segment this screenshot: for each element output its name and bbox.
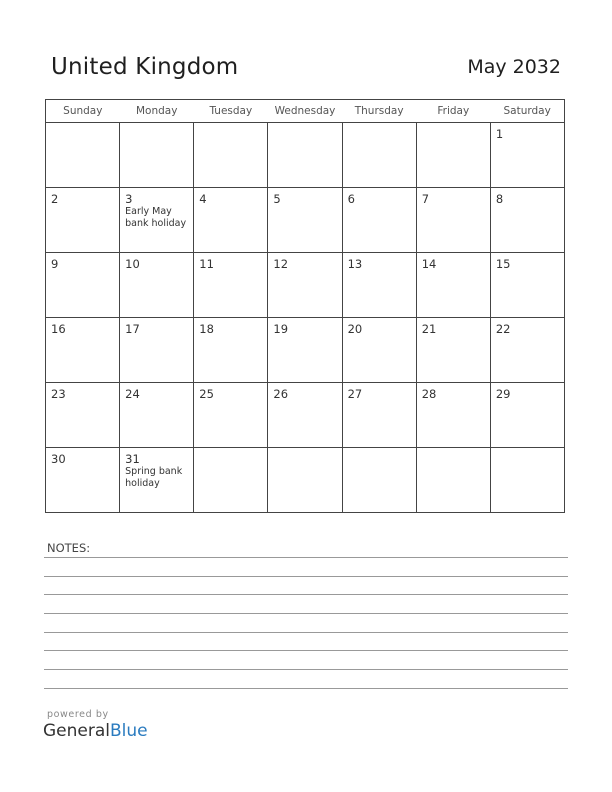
day-cell (342, 448, 416, 513)
weekday-header: Saturday (490, 100, 564, 123)
day-cell (342, 253, 416, 318)
day-cell (268, 253, 342, 318)
notes-line (44, 688, 568, 689)
day-cell (194, 383, 268, 448)
day-number: 11 (199, 257, 214, 271)
day-number: 30 (51, 452, 66, 466)
day-cell (46, 253, 120, 318)
day-cell (120, 318, 194, 383)
day-number: 26 (273, 387, 289, 401)
day-cell (120, 448, 194, 513)
day-cell (46, 188, 120, 253)
day-number: 3 (125, 192, 133, 206)
week-row (46, 318, 565, 383)
calendar-body (46, 123, 565, 513)
day-cell (342, 123, 416, 188)
day-cell (268, 318, 342, 383)
day-number: 21 (421, 322, 437, 336)
day-cell (342, 188, 416, 253)
day-number: 29 (495, 387, 511, 401)
day-cell (268, 383, 342, 448)
powered-by-text: powered by (47, 709, 109, 720)
day-number: 18 (199, 322, 214, 336)
day-number: 24 (125, 387, 140, 401)
day-cell (490, 123, 564, 188)
brand-blue: Blue (110, 721, 148, 741)
country-title: United Kingdom (51, 54, 239, 80)
week-row (46, 448, 565, 513)
day-number: 2 (51, 192, 59, 206)
day-number: 13 (347, 257, 363, 271)
holiday-label: Early May bank holiday (125, 206, 187, 229)
day-cell (268, 188, 342, 253)
day-number: 12 (273, 257, 289, 271)
weekday-header: Sunday (46, 100, 120, 123)
day-number: 28 (421, 387, 437, 401)
day-cell (194, 188, 268, 253)
brand-general: General (43, 721, 110, 741)
day-number: 10 (125, 257, 140, 271)
day-number: 31 (125, 452, 140, 466)
day-cell (490, 448, 564, 513)
day-cell (120, 383, 194, 448)
brand-logo (43, 721, 148, 741)
day-cell (194, 448, 268, 513)
week-row (46, 188, 565, 253)
day-cell (120, 253, 194, 318)
day-number: 16 (51, 322, 66, 336)
day-cell (120, 188, 194, 253)
day-cell (46, 448, 120, 513)
notes-line (44, 613, 568, 614)
day-cell (194, 123, 268, 188)
day-cell (194, 318, 268, 383)
day-cell (416, 318, 490, 383)
weekday-header: Tuesday (194, 100, 268, 123)
day-number: 8 (495, 192, 504, 206)
day-cell (46, 123, 120, 188)
month-title: May 2032 (467, 56, 561, 78)
week-row (46, 383, 565, 448)
day-number: 19 (273, 322, 289, 336)
day-number: 7 (421, 192, 430, 206)
day-cell (490, 383, 564, 448)
day-number: 22 (495, 322, 511, 336)
weekday-header: Friday (416, 100, 490, 123)
day-cell (490, 318, 564, 383)
day-cell (490, 188, 564, 253)
day-number: 15 (495, 257, 511, 271)
day-cell (416, 123, 490, 188)
weekday-header-row (46, 100, 565, 123)
day-number: 4 (199, 192, 207, 206)
notes-label: NOTES: (47, 541, 91, 555)
day-number: 27 (347, 387, 363, 401)
weekday-header: Monday (120, 100, 194, 123)
weekday-header: Thursday (342, 100, 416, 123)
day-cell (416, 383, 490, 448)
day-cell (416, 188, 490, 253)
holiday-label: Spring bank holiday (125, 466, 183, 489)
notes-line (44, 669, 568, 670)
calendar-grid (45, 99, 565, 513)
day-number: 17 (125, 322, 140, 336)
day-cell (342, 383, 416, 448)
day-cell (268, 448, 342, 513)
week-row (46, 123, 565, 188)
notes-line (44, 576, 568, 577)
day-number: 25 (199, 387, 214, 401)
day-cell (416, 253, 490, 318)
day-number: 1 (495, 127, 504, 141)
day-number: 9 (51, 257, 59, 271)
day-number: 6 (347, 192, 355, 206)
day-cell (194, 253, 268, 318)
day-cell (46, 383, 120, 448)
day-cell (268, 123, 342, 188)
day-cell (342, 318, 416, 383)
day-cell (490, 253, 564, 318)
day-number: 20 (347, 322, 363, 336)
day-cell (46, 318, 120, 383)
notes-line (44, 632, 568, 633)
week-row (46, 253, 565, 318)
weekday-header: Wednesday (268, 100, 342, 123)
notes-line (44, 557, 568, 558)
notes-line (44, 594, 568, 595)
day-cell (120, 123, 194, 188)
notes-line (44, 650, 568, 651)
day-cell (416, 448, 490, 513)
day-number: 14 (421, 257, 437, 271)
day-number: 5 (273, 192, 281, 206)
day-number: 23 (51, 387, 66, 401)
